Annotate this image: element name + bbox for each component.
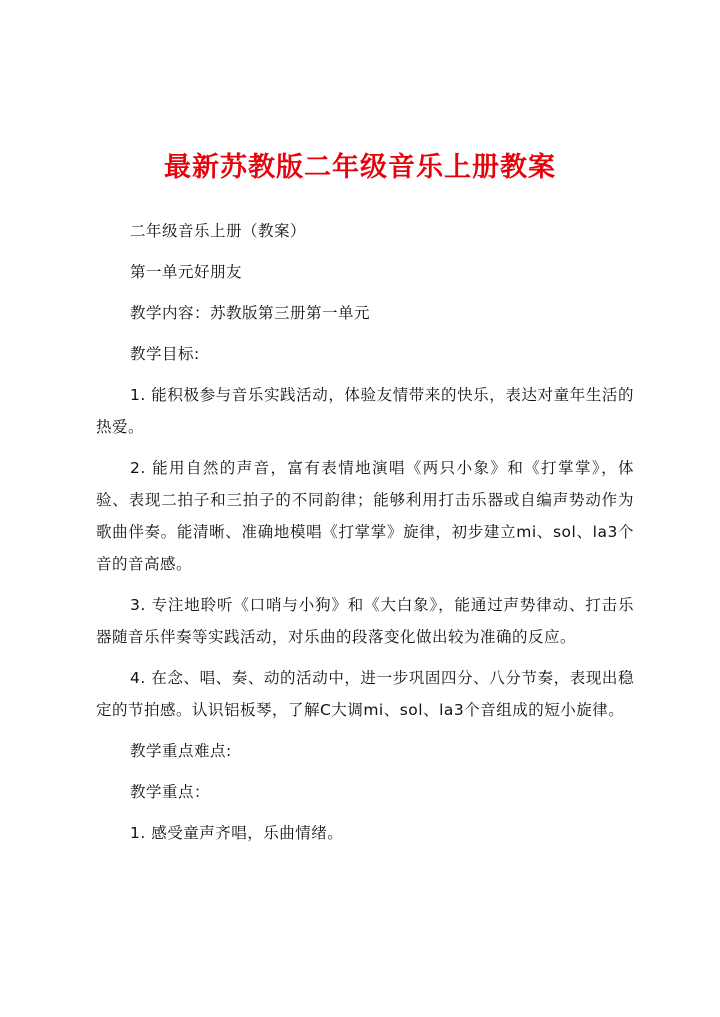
document-title: 最新苏教版二年级音乐上册教案 <box>164 152 556 183</box>
paragraph-goal-1: 1. 能积极参与音乐实践活动，体验友情带来的快乐，表达对童年生活的热爱。 <box>96 386 634 436</box>
paragraph-grade-heading: 二年级音乐上册（教案） <box>130 222 307 240</box>
document-body <box>96 215 634 858</box>
paragraph-teaching-content: 教学内容：苏教版第三册第一单元 <box>130 304 371 322</box>
paragraph-key-points-heading: 教学重点： <box>130 783 211 801</box>
paragraph-key-point-1: 1. 感受童声齐唱，乐曲情绪。 <box>130 824 344 842</box>
paragraph-goal-3: 3. 专注地聆听《口哨与小狗》和《大白象》，能通过声势律动、打击乐器随音乐伴奏等实践活动，对乐曲的段落变化做出较为准确的反应。 <box>96 596 634 646</box>
paragraph-goal-2: 2. 能用自然的声音，富有表情地演唱《两只小象》和《打掌掌》，体验、表现二拍子和三拍子的不同韵律；能够利用打击乐器或自编声势动作为歌曲伴奏。能清晰、准确地模唱《打掌掌》旋律，初步建立mi、sol、la3个音的音高感。 <box>96 459 634 573</box>
paragraph-key-difficult-points: 教学重点难点: <box>130 742 232 760</box>
paragraph-unit-title: 第一单元好朋友 <box>130 263 243 281</box>
paragraph-teaching-goals-heading: 教学目标: <box>130 345 200 363</box>
paragraph-goal-4: 4. 在念、唱、奏、动的活动中，进一步巩固四分、八分节奏，表现出稳定的节拍感。认识铝板琴，了解C大调mi、sol、la3个音组成的短小旋律。 <box>96 669 634 719</box>
